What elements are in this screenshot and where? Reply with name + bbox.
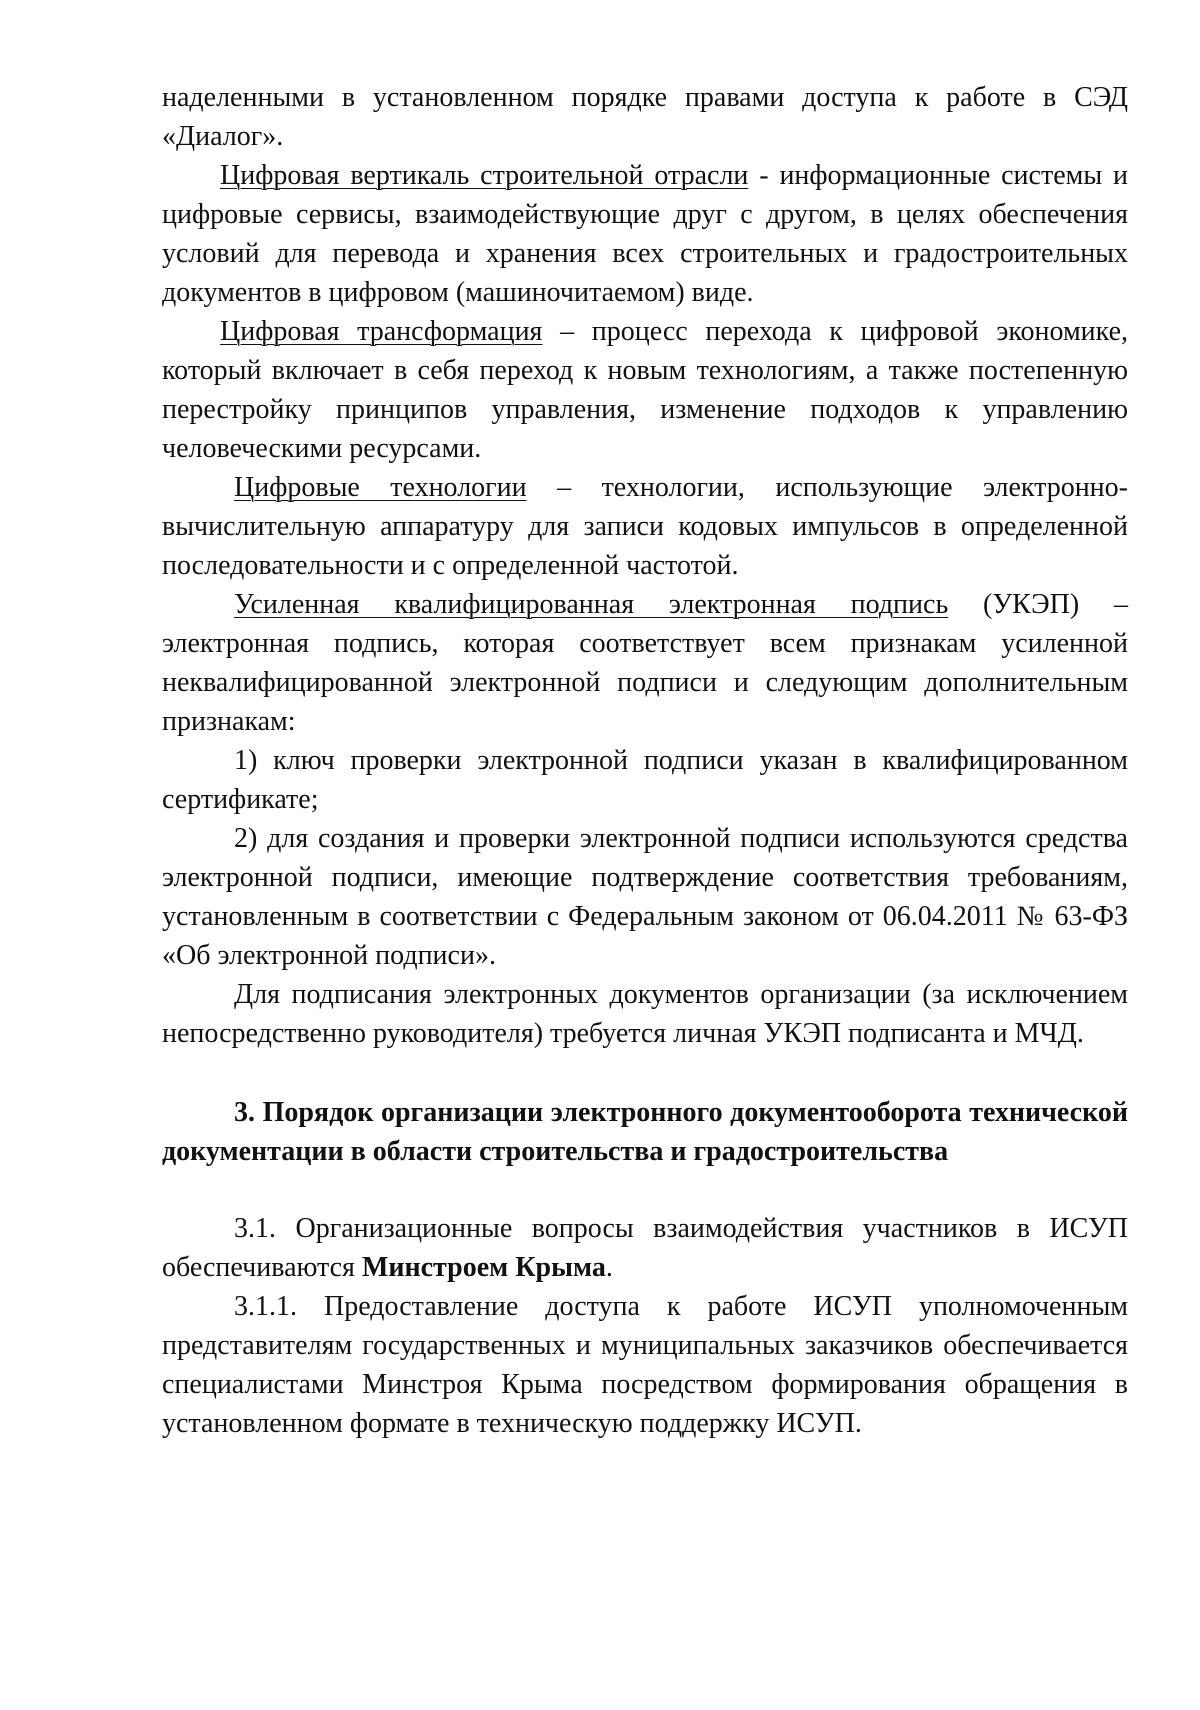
clause-3-1-text: 3.1. Организационные вопросы взаимодействия участников в ИСУП обеспечиваются: [162, 1213, 1128, 1283]
document-page: [162, 78, 1128, 1443]
clause-3-1-1: 3.1.1. Предоставление доступа к работе ИСУП уполномоченным представителям государственных и муниципальных заказчиков обеспечивается специалистами Минстроя Крыма посредством формирования обращения в установленном формате в техническую поддержку ИСУП.: [162, 1291, 1128, 1439]
paragraph-continuation: наделенными в установленном порядке правами доступа к работе в СЭД «Диалог».: [162, 82, 1128, 152]
clause-3-1-end: .: [605, 1252, 613, 1283]
definition-text-digital-vertical: - информационные системы и цифровые сервисы, взаимодействующие друг с другом, в целях обеспечения условий для перевода и хранения всех строительных и градостроительных документов в цифровом (машиночитаемом) виде.: [162, 160, 1128, 308]
paragraph-signing: Для подписания электронных документов организации (за исключением непосредственно руководителя) требуется личная УКЭП подписанта и МЧД.: [162, 979, 1128, 1049]
list-item-2: 2) для создания и проверки электронной подписи используются средства электронной подписи, имеющие подтверждение соответствия требованиям, установленным в соответствии с Федеральным законом от 06.04.2011 № 63-ФЗ «Об электронной подписи».: [162, 823, 1128, 971]
clause-3-1: [162, 1209, 1128, 1287]
definition-ukep: [162, 585, 1128, 741]
section-heading-3: 3. Порядок организации электронного документооборота технической документации в области строительства и градостроительства: [162, 1097, 1128, 1167]
list-item-1: 1) ключ проверки электронной подписи указан в квалифицированном сертификате;: [162, 745, 1128, 815]
term-digital-transformation: Цифровая трансформация: [220, 316, 543, 347]
definition-text-digital-technologies: – технологии, использующие электронно-вычислительную аппаратуру для записи кодовых импульсов в определенной последовательности и с определенной частотой.: [162, 472, 1128, 581]
term-digital-technologies: Цифровые технологии: [234, 472, 527, 503]
term-digital-vertical: Цифровая вертикаль строительной отрасли: [220, 160, 749, 191]
definition-digital-technologies: [162, 468, 1128, 585]
definition-text-ukep: (УКЭП) – электронная подпись, которая соответствует всем признакам усиленной неквалифицированной электронной подписи и следующим дополнительным признакам:: [162, 589, 1128, 737]
clause-3-1-bold: Минстроем Крыма: [361, 1252, 606, 1283]
definition-digital-transformation: [162, 312, 1128, 468]
term-ukep: Усиленная квалифицированная электронная подпись: [234, 589, 949, 620]
definition-digital-vertical: [162, 156, 1128, 312]
definition-text-digital-transformation: – процесс перехода к цифровой экономике, который включает в себя переход к новым технологиям, а также постепенную перестройку принципов управления, изменение подходов к управлению человеческими ресурсами.: [162, 316, 1129, 464]
